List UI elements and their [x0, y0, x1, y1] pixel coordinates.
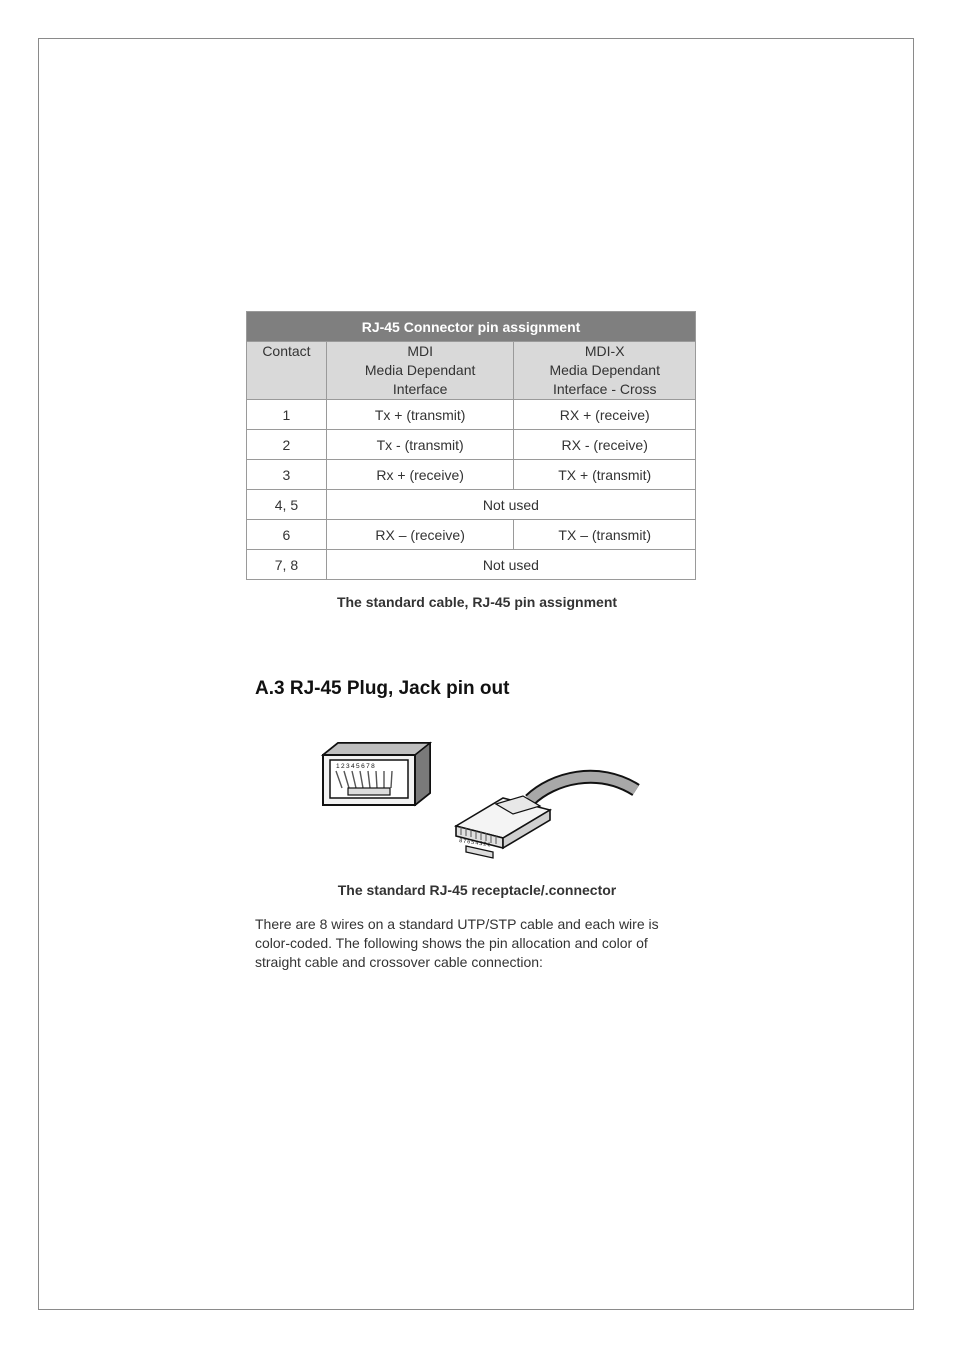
table-row [247, 430, 696, 460]
header-mdix-line3: Interface - Cross [552, 381, 657, 397]
header-mdi-line2: Media Dependant [364, 362, 476, 378]
table-row [247, 520, 696, 550]
table-row [247, 490, 696, 520]
cell-merged: Not used [326, 550, 695, 580]
table-header-row [247, 342, 696, 400]
cell-merged: Not used [326, 490, 695, 520]
table-title: RJ-45 Connector pin assignment [247, 312, 696, 342]
cell-mdix: RX + (receive) [514, 400, 696, 430]
rj45-plug-icon [456, 777, 636, 858]
table-title-row [247, 312, 696, 342]
cell-mdi: Rx + (receive) [326, 460, 514, 490]
header-contact: Contact [247, 342, 327, 400]
header-mdix-line2: Media Dependant [549, 362, 660, 378]
jack-pin-numbers: 12345678 [336, 763, 377, 770]
header-mdi [326, 342, 514, 400]
pin-assignment-table [246, 311, 696, 580]
cell-mdix: RX - (receive) [514, 430, 696, 460]
page-border [38, 38, 914, 1310]
section-heading: A.3 RJ-45 Plug, Jack pin out [255, 678, 510, 699]
plug-pin-numbers: 87654321 [458, 838, 492, 849]
cell-contact: 7, 8 [247, 550, 327, 580]
cell-mdix: TX – (transmit) [514, 520, 696, 550]
cell-mdi: Tx - (transmit) [326, 430, 514, 460]
cell-contact: 6 [247, 520, 327, 550]
cell-mdi: RX – (receive) [326, 520, 514, 550]
cell-contact: 3 [247, 460, 327, 490]
table-row [247, 550, 696, 580]
table-row [247, 400, 696, 430]
figure-caption: The standard RJ-45 receptacle/.connector [337, 882, 617, 898]
cell-contact: 1 [247, 400, 327, 430]
cell-contact: 2 [247, 430, 327, 460]
table-caption: The standard cable, RJ-45 pin assignment [336, 594, 618, 610]
header-mdix-line1: MDI-X [584, 343, 625, 359]
header-mdix [514, 342, 696, 400]
rj45-illustration [318, 738, 648, 863]
body-paragraph: There are 8 wires on a standard UTP/STP cable and each wire is color-coded. The following shows the pin allocation and color of straight cable and crossover cable connection: [255, 916, 659, 970]
table-row [247, 460, 696, 490]
rj45-figure [318, 738, 648, 868]
header-mdi-line3: Interface [392, 381, 448, 397]
cell-mdix: TX + (transmit) [514, 460, 696, 490]
cell-contact: 4, 5 [247, 490, 327, 520]
header-mdi-line1: MDI [407, 343, 433, 359]
cell-mdi: Tx + (transmit) [326, 400, 514, 430]
rj45-jack-icon [323, 743, 430, 805]
